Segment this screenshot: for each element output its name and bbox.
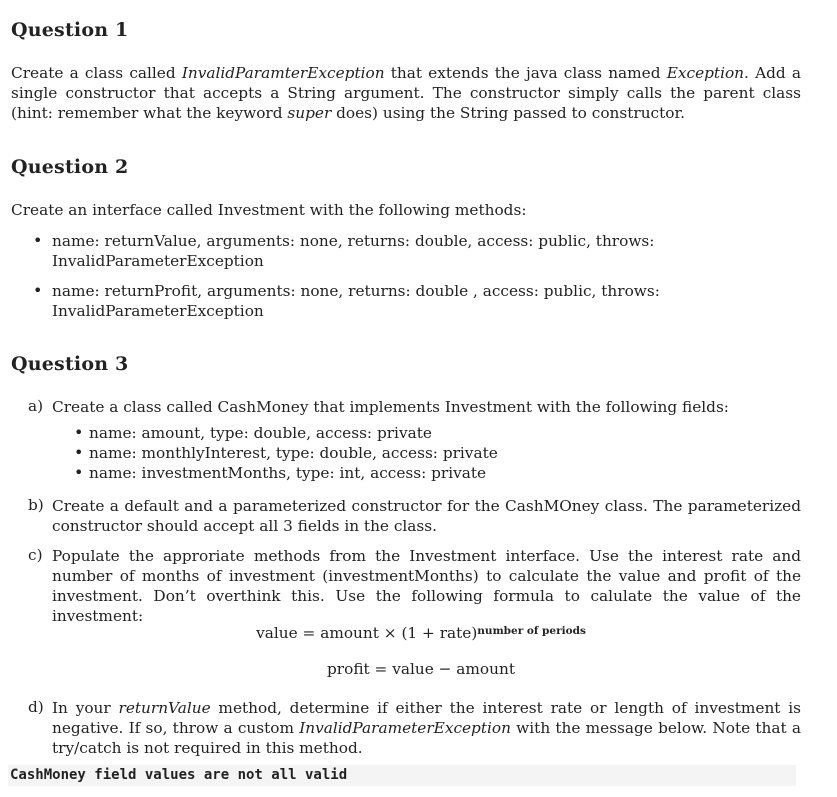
field-list [52, 423, 801, 483]
part-b [28, 496, 801, 536]
part-c-text: Populate the approriate methods from the Investment interface. Use the interest rate and number of months of investment (investmentMonths) to calculate the value and profit of the investment. Don’t overthink this. Use the following formula to calulate the value of the investment: [52, 547, 801, 625]
value-formula: value = amount × (1 + rate)$^{number of periods}$ [256, 624, 586, 642]
part-c-label: c) [28, 546, 43, 564]
part-b-label: b) [28, 496, 44, 514]
part-d [28, 698, 801, 758]
profit-formula: profit = value − amount [327, 660, 515, 678]
part-d-label: d) [28, 698, 44, 716]
part-c [28, 546, 801, 626]
part-b-text: Create a default and a parameterized constructor for the CashMOney class. The parameterized constructor should accept all 3 fields in the class. [52, 497, 801, 535]
part-a-label: a) [28, 397, 44, 415]
list-item: • name: monthlyInterest, type: double, access: private [52, 443, 801, 463]
part-a-text: Create a class called CashMoney that implements Investment with the following fields: [52, 398, 729, 416]
code-block: CashMoney field values are not all valid [8, 765, 796, 786]
formula-exponent: number of periods [477, 625, 586, 637]
list-item: • name: investmentMonths, type: int, access: private [52, 463, 801, 483]
list-item: • name: amount, type: double, access: private [52, 423, 801, 443]
question-1-heading: Question 1 [11, 19, 129, 41]
part-a [28, 397, 801, 483]
part-d-text: In your returnValue method, determine if either the interest rate or length of investment is negative. If so, throw a custom InvalidParameterException with the message below. Note that a try/catch is not required in this method. [52, 699, 801, 757]
question-3-heading: Question 3 [11, 353, 129, 375]
question-2-heading: Question 2 [11, 156, 129, 178]
list-item: • name: returnValue, arguments: none, returns: double, access: public, throws: InvalidParameterException [11, 231, 801, 271]
method-list [11, 231, 801, 321]
question-1-text: Create a class called InvalidParamterException that extends the java class named Exception. Add a single constructor that accepts a String argument. The constructor simply calls the parent class (hint: remember what the keyword super does) using the String passed to constructor. [11, 64, 801, 122]
question-2-intro: Create an interface called Investment with the following methods: [11, 201, 527, 219]
list-item: • name: returnProfit, arguments: none, returns: double , access: public, throws: InvalidParameterException [11, 281, 801, 321]
